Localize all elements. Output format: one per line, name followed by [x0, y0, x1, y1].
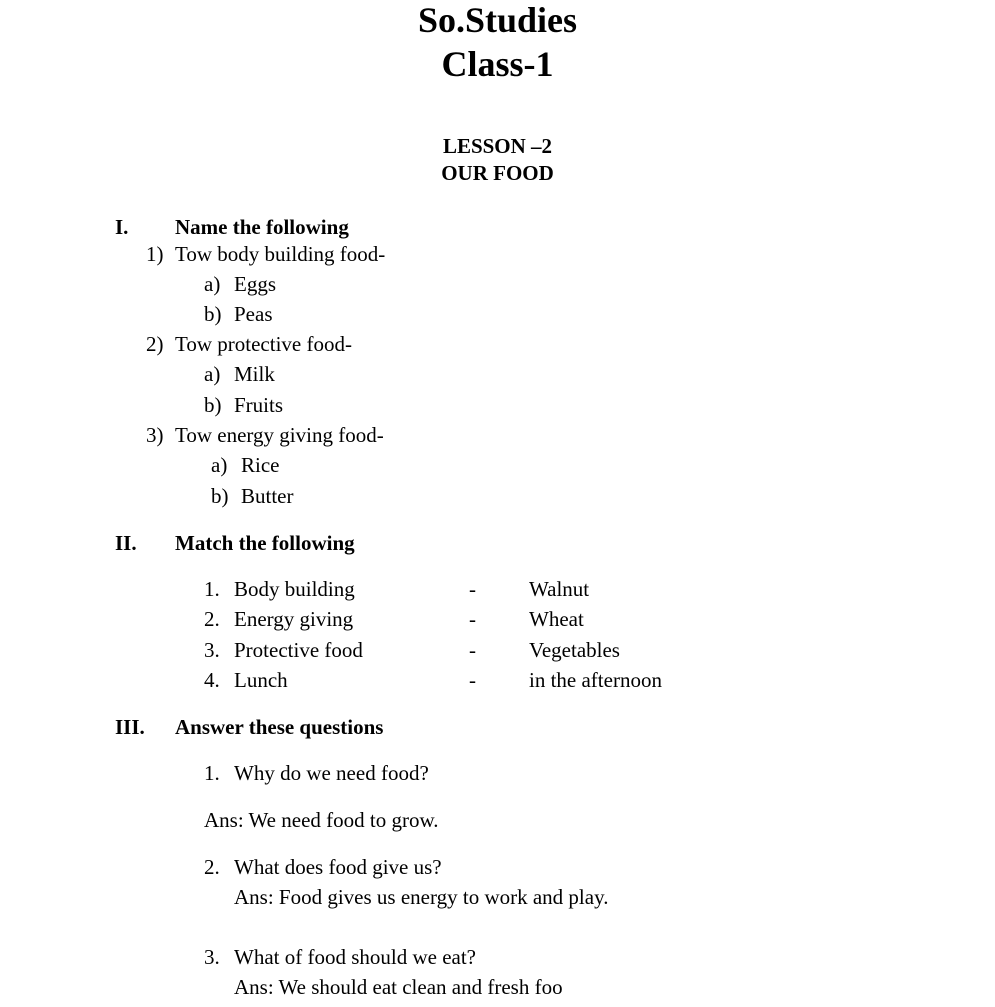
match-row-number: 3. [204, 638, 220, 662]
list-item: Tow protective food- [175, 332, 352, 356]
match-dash: - [469, 668, 476, 692]
sub-item-letter: b) [204, 302, 222, 326]
sub-item: Milk [234, 362, 275, 386]
answer: Ans: Food gives us energy to work and play. [234, 885, 609, 909]
section-heading: Match the following [175, 531, 355, 555]
sub-item: Butter [241, 484, 294, 508]
match-row-number: 4. [204, 668, 220, 692]
question-number: 1. [204, 761, 220, 785]
match-right: Vegetables [529, 638, 620, 662]
question: What of food should we eat? [234, 945, 477, 969]
sub-item: Eggs [234, 272, 276, 296]
list-item-number: 2) [146, 332, 164, 356]
section-heading: Answer these questions [175, 715, 384, 739]
match-row-number: 1. [204, 577, 220, 601]
match-right: Walnut [529, 577, 590, 601]
lesson-number: LESSON –2 [442, 134, 553, 158]
match-left: Lunch [234, 668, 288, 692]
question: What does food give us? [234, 855, 442, 879]
match-dash: - [469, 638, 476, 662]
sub-item-letter: b) [204, 393, 222, 417]
list-item: Tow energy giving food- [175, 423, 384, 447]
sub-item-letter: a) [204, 362, 221, 386]
answer: Ans: We need food to grow. [204, 808, 439, 832]
question-number: 3. [204, 945, 220, 969]
question: Why do we need food? [234, 761, 429, 785]
match-right: in the afternoon [529, 668, 662, 692]
sub-item: Peas [234, 302, 273, 326]
list-item-number: 1) [146, 242, 164, 266]
sub-item: Rice [241, 453, 280, 477]
sub-item-letter: b) [211, 484, 229, 508]
match-dash: - [469, 577, 476, 601]
lesson-title: OUR FOOD [441, 161, 554, 185]
section-number: II. [115, 531, 137, 555]
sub-item-letter: a) [204, 272, 221, 296]
class-title: Class-1 [441, 44, 554, 84]
match-row-number: 2. [204, 607, 220, 631]
section-number: III. [115, 715, 145, 739]
page-title: So.Studies [417, 0, 578, 40]
list-item: Tow body building food- [175, 242, 386, 266]
match-left: Energy giving [234, 607, 354, 631]
answer: Ans: We should eat clean and fresh foo [234, 975, 563, 999]
list-item-number: 3) [146, 423, 164, 447]
match-left: Protective food [234, 638, 363, 662]
sub-item: Fruits [234, 393, 284, 417]
match-left: Body building [234, 577, 355, 601]
match-dash: - [469, 607, 476, 631]
match-right: Wheat [529, 607, 584, 631]
question-number: 2. [204, 855, 220, 879]
section-number: I. [115, 215, 129, 239]
section-heading: Name the following [175, 215, 349, 239]
sub-item-letter: a) [211, 453, 228, 477]
